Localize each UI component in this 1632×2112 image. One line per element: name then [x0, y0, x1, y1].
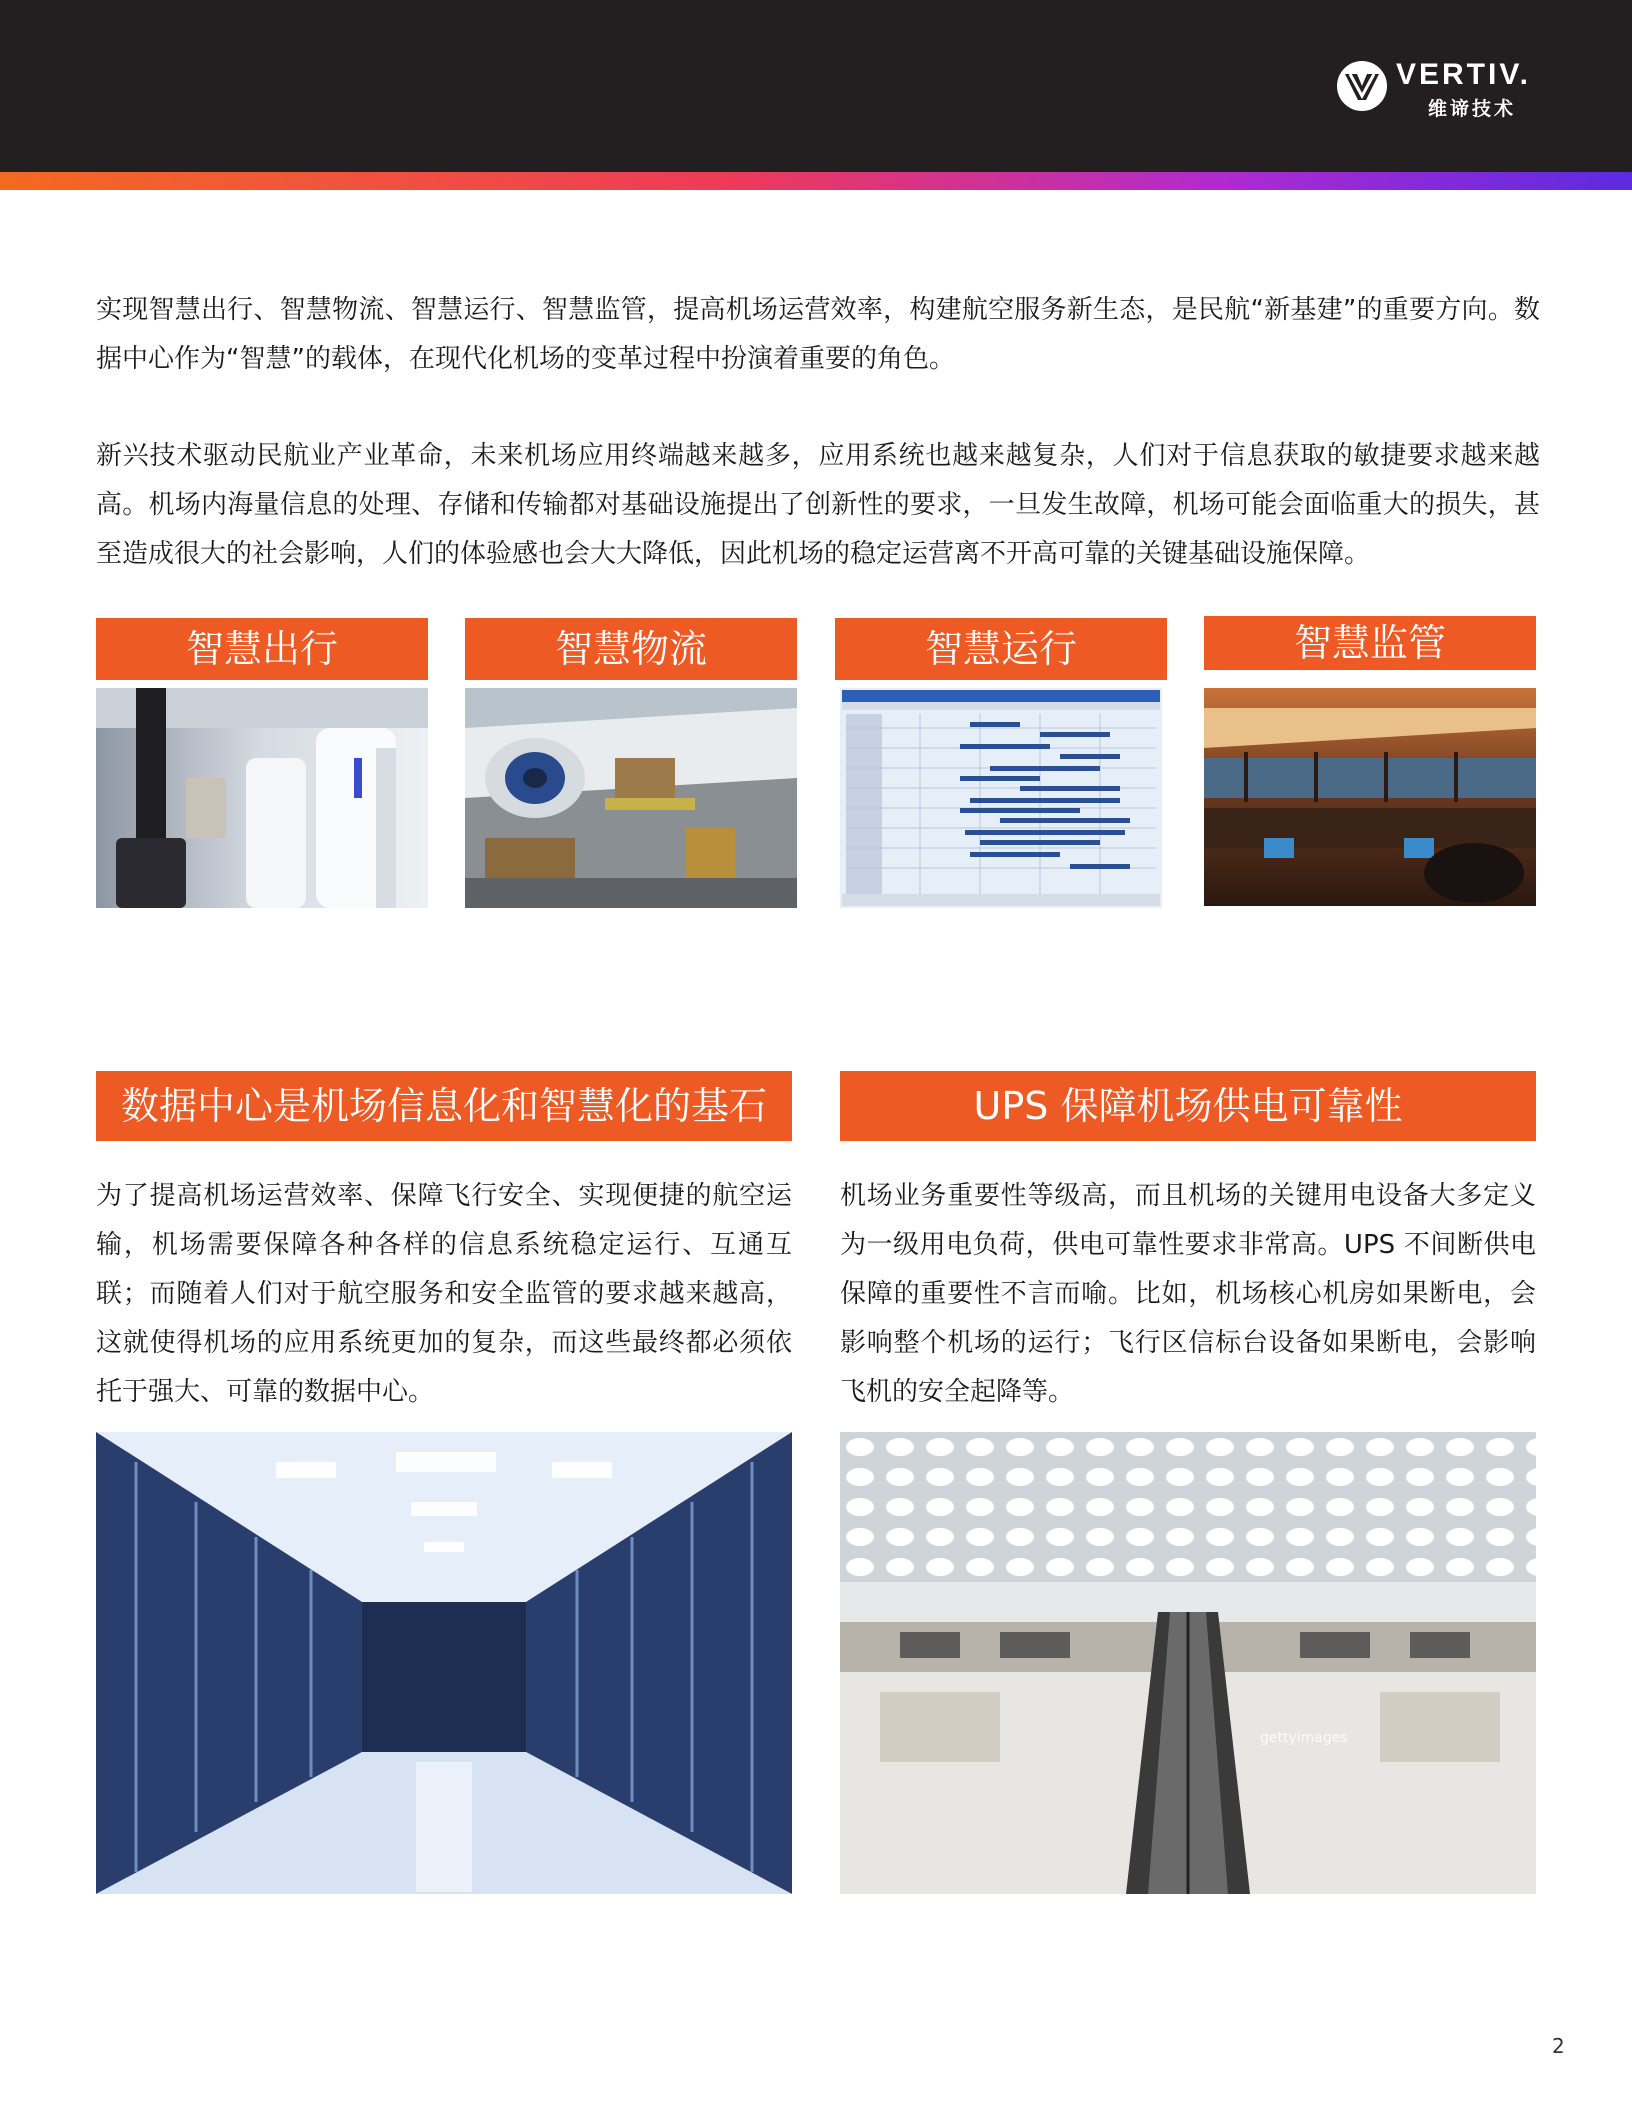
page-header — [0, 0, 1632, 172]
page-number: 2 — [1552, 2034, 1565, 2058]
section-title-data-center: 数据中心是机场信息化和智慧化的基石 — [96, 1071, 792, 1141]
intro-paragraph-1: 实现智慧出行、智慧物流、智慧运行、智慧监管，提高机场运营效率，构建航空服务新生态，是民航“新基建”的重要方向。数据中心作为“智慧”的载体，在现代化机场的变革过程中扮演着重要的角色。 — [96, 295, 1540, 374]
intro-paragraph-2: 新兴技术驱动民航业产业革命，未来机场应用终端越来越多，应用系统也越来越复杂，人们对于信息获取的敏捷要求越来越高。机场内海量信息的处理、存储和传输都对基础设施提出了创新性的要求，一旦发生故障，机场可能会面临重大的损失，甚至造成很大的社会影响，人们的体验感也会大大降低，因此机场的稳定运营离不开高可靠的关键基础设施保障。 — [96, 441, 1540, 569]
flight-schedule-software-screenshot — [840, 688, 1162, 908]
brand-subtitle: 维谛技术 — [1428, 98, 1517, 120]
section-title-ups: UPS 保障机场供电可靠性 — [840, 1071, 1536, 1141]
tile-label-smart-operations: 智慧运行 — [835, 618, 1167, 680]
brand-name: VERTIV. — [1396, 58, 1531, 91]
cargo-loading-photo — [465, 688, 797, 908]
section-body-data-center: 为了提高机场运营效率、保障飞行安全、实现便捷的航空运输，机场需要保障各种各样的信息系统稳定运行、互通互联；而随着人们对于航空服务和安全监管的要求越来越高，这就使得机场的应用系统更加的复杂，而这些最终都必须依托于强大、可靠的数据中心。 — [96, 1181, 792, 1407]
tile-label-smart-supervision: 智慧监管 — [1204, 616, 1536, 670]
control-tower-photo — [1204, 688, 1536, 906]
airport-self-checkin-photo — [96, 688, 428, 908]
tile-label-smart-travel: 智慧出行 — [96, 618, 428, 680]
tile-label-smart-logistics: 智慧物流 — [465, 618, 797, 680]
vertiv-v-icon — [1336, 60, 1388, 112]
airport-terminal-hall-photo — [840, 1432, 1536, 1894]
data-center-aisle-photo — [96, 1432, 792, 1894]
gradient-accent-bar — [0, 172, 1632, 190]
gettyimages-watermark: gettyimages — [1260, 1730, 1348, 1746]
vertiv-logo — [1336, 56, 1556, 120]
section-body-ups: 机场业务重要性等级高，而且机场的关键用电设备大多定义为一级用电负荷，供电可靠性要求非常高。UPS 不间断供电保障的重要性不言而喻。比如，机场核心机房如果断电，会影响整个机场的运行；飞行区信标台设备如果断电，会影响飞机的安全起降等。 — [840, 1181, 1536, 1407]
